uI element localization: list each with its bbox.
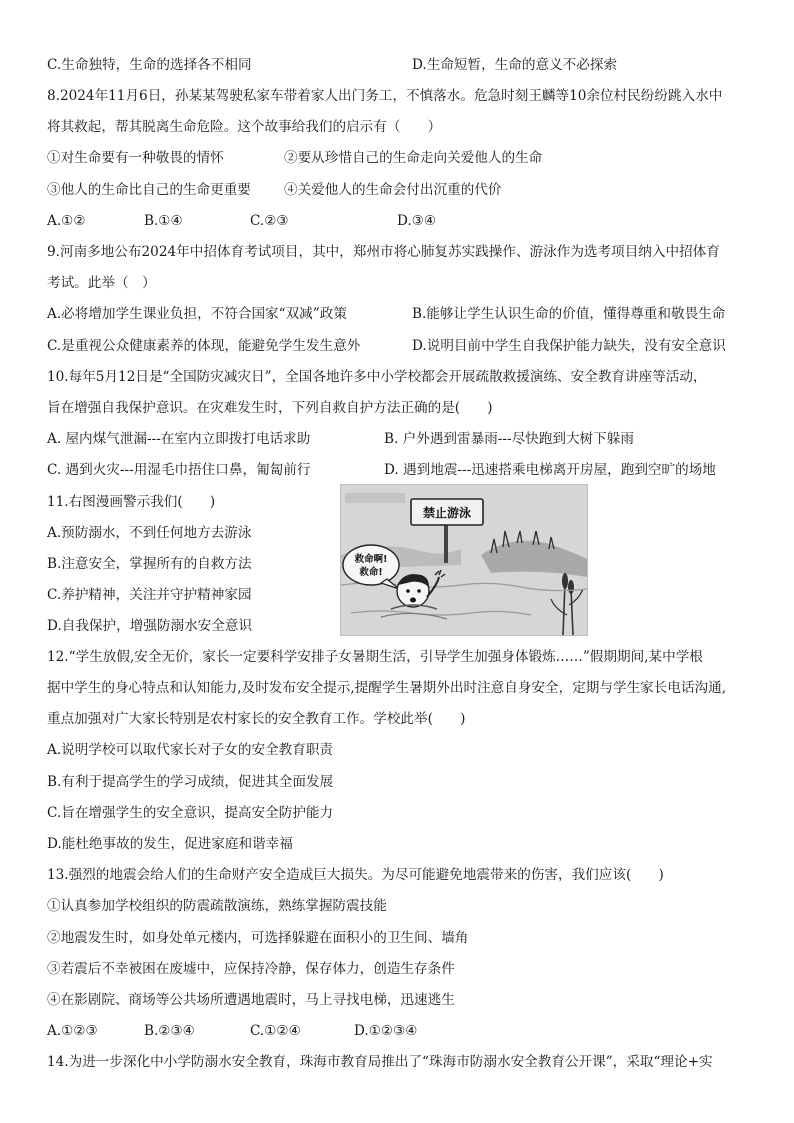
q11-option-d: D.自我保护，增强防溺水安全意识 <box>47 618 253 634</box>
q7-option-d: D.生命短暂，生命的意义不必探索 <box>412 57 618 73</box>
no-swimming-sign-text: 禁止游泳 <box>422 506 472 520</box>
q9-option-d: D.说明目前中学生自我保护能力缺失，没有安全意识 <box>412 338 726 354</box>
q8-statement-2: ②要从珍惜自己的生命走向关爱他人的生命 <box>284 150 543 166</box>
q13-option-b: B.②③④ <box>144 1023 195 1039</box>
q13-statement-2: ②地震发生时，如身处单元楼内，可选择躲避在面积小的卫生间、墙角 <box>47 930 469 946</box>
reed-head <box>568 580 574 594</box>
q12-option-c: C.旨在增强学生的安全意识，提高安全防护能力 <box>47 805 334 821</box>
q8-statement-3: ③他人的生命比自己的生命更重要 <box>47 182 251 198</box>
q9-stem-line2: 考试。此举（ ） <box>47 275 156 291</box>
q11-option-b: B.注意安全，掌握所有的自救方法 <box>47 556 252 572</box>
q9-option-a: A.必将增加学生课业负担，不符合国家“双减”政策 <box>47 306 347 322</box>
q10-option-d: D. 遇到地震---迅速搭乘电梯离开房屋，跑到空旷的场地 <box>384 462 716 478</box>
speech-bubble <box>343 545 399 585</box>
q10-stem-line2: 旨在增强自我保护意识。在灾难发生时，下列自救自护方法正确的是( ) <box>47 400 493 416</box>
drowning-warning-cartoon <box>340 484 588 636</box>
q14-stem-line1: 14.为进一步深化中小学防溺水安全教育，珠海市教育局推出了“珠海市防溺水安全教育公开课”，采取“理论+实 <box>47 1054 713 1070</box>
q13-option-d: D.①②③④ <box>354 1023 418 1039</box>
faded-background-mark <box>345 493 405 503</box>
q8-statement-4: ④关爱他人的生命会付出沉重的代价 <box>284 182 502 198</box>
q12-option-a: A.说明学校可以取代家长对子女的安全教育职责 <box>47 742 334 758</box>
boy-eye <box>406 589 410 593</box>
q9-option-b: B.能够让学生认识生命的价值，懂得尊重和敬畏生命 <box>412 306 726 322</box>
q11-option-c: C.养护精神，关注并守护精神家园 <box>47 587 252 603</box>
boy-eye <box>417 589 421 593</box>
speech-bubble-text-line2: 救命! <box>359 567 383 578</box>
q12-option-d: D.能杜绝事故的发生，促进家庭和谐幸福 <box>47 836 293 852</box>
q13-option-c: C.①②④ <box>250 1023 301 1039</box>
q10-option-b: B. 户外遇到雷暴雨---尽快跑到大树下躲雨 <box>384 431 634 447</box>
q7-option-c: C.生命独特，生命的选择各不相同 <box>47 57 252 73</box>
q8-option-a: A.①② <box>47 213 86 229</box>
q13-statement-1: ①认真参加学校组织的防震疏散演练，熟练掌握防震技能 <box>47 898 387 914</box>
q13-statement-3: ③若震后不幸被困在废墟中，应保持冷静，保存体力，创造生存条件 <box>47 961 455 977</box>
q10-stem-line1: 10.每年5月12日是“全国防灾减灾日”，全国各地许多中小学校都会开展疏散救援演练、安全教育讲座等活动， <box>47 369 707 385</box>
q12-stem-line2: 据中学生的身心特点和认知能力,及时发布安全提示,提醒学生暑期外出时注意自身安全，定期与学生家长电话沟通, <box>47 680 727 696</box>
q13-stem: 13.强烈的地震会给人们的生命财产安全造成巨大损失。为尽可能避免地震带来的伤害，我们应该( ) <box>47 867 664 883</box>
q8-option-b: B.①④ <box>144 213 183 229</box>
q9-option-c: C.是重视公众健康素养的体现，能避免学生发生意外 <box>47 338 361 354</box>
q13-statement-4: ④在影剧院、商场等公共场所遭遇地震时，马上寻找电梯，迅速逃生 <box>47 992 455 1008</box>
q12-stem-line1: 12.“学生放假,安全无价，家长一定要科学安排子女暑期生活，引导学生加强身体锻炼……”假期期间,某中学根 <box>47 649 703 665</box>
q13-option-a: A.①②③ <box>47 1023 98 1039</box>
q8-statement-1: ①对生命要有一种敬畏的情怀 <box>47 150 224 166</box>
q10-option-a: A. 屋内煤气泄漏---在室内立即拨打电话求助 <box>47 431 311 447</box>
cartoon-illustration <box>341 485 587 635</box>
q10-option-c: C. 遇到火灾---用湿毛巾捂住口鼻，匍匐前行 <box>47 462 311 478</box>
q8-stem-line2: 将其救起，帮其脱离生命危险。这个故事给我们的启示有（ ） <box>47 119 442 135</box>
q12-option-b: B.有利于提高学生的学习成绩，促进其全面发展 <box>47 774 334 790</box>
q11-option-a: A.预防溺水，不到任何地方去游泳 <box>47 525 252 541</box>
q11-stem: 11.右图漫画警示我们( ) <box>47 494 216 510</box>
speech-bubble-text-line1: 救命啊! <box>354 554 388 565</box>
q8-stem-line1: 8.2024年11月6日，孙某某驾驶私家车带着家人出门务工，不慎落水。危急时刻王麟等10余位村民纷纷跳入水中 <box>47 88 723 104</box>
reed-head <box>562 573 568 589</box>
q12-stem-line3: 重点加强对广大家长特别是农村家长的安全教育工作。学校此举( ) <box>47 711 466 727</box>
boy-mouth <box>410 598 416 603</box>
q8-option-c: C.②③ <box>250 213 289 229</box>
q8-option-d: D.③④ <box>397 213 437 229</box>
q9-stem-line1: 9.河南多地公布2024年中招体育考试项目，其中，郑州市将心肺复苏实践操作、游泳作为选考项目纳入中招体育 <box>47 244 720 260</box>
